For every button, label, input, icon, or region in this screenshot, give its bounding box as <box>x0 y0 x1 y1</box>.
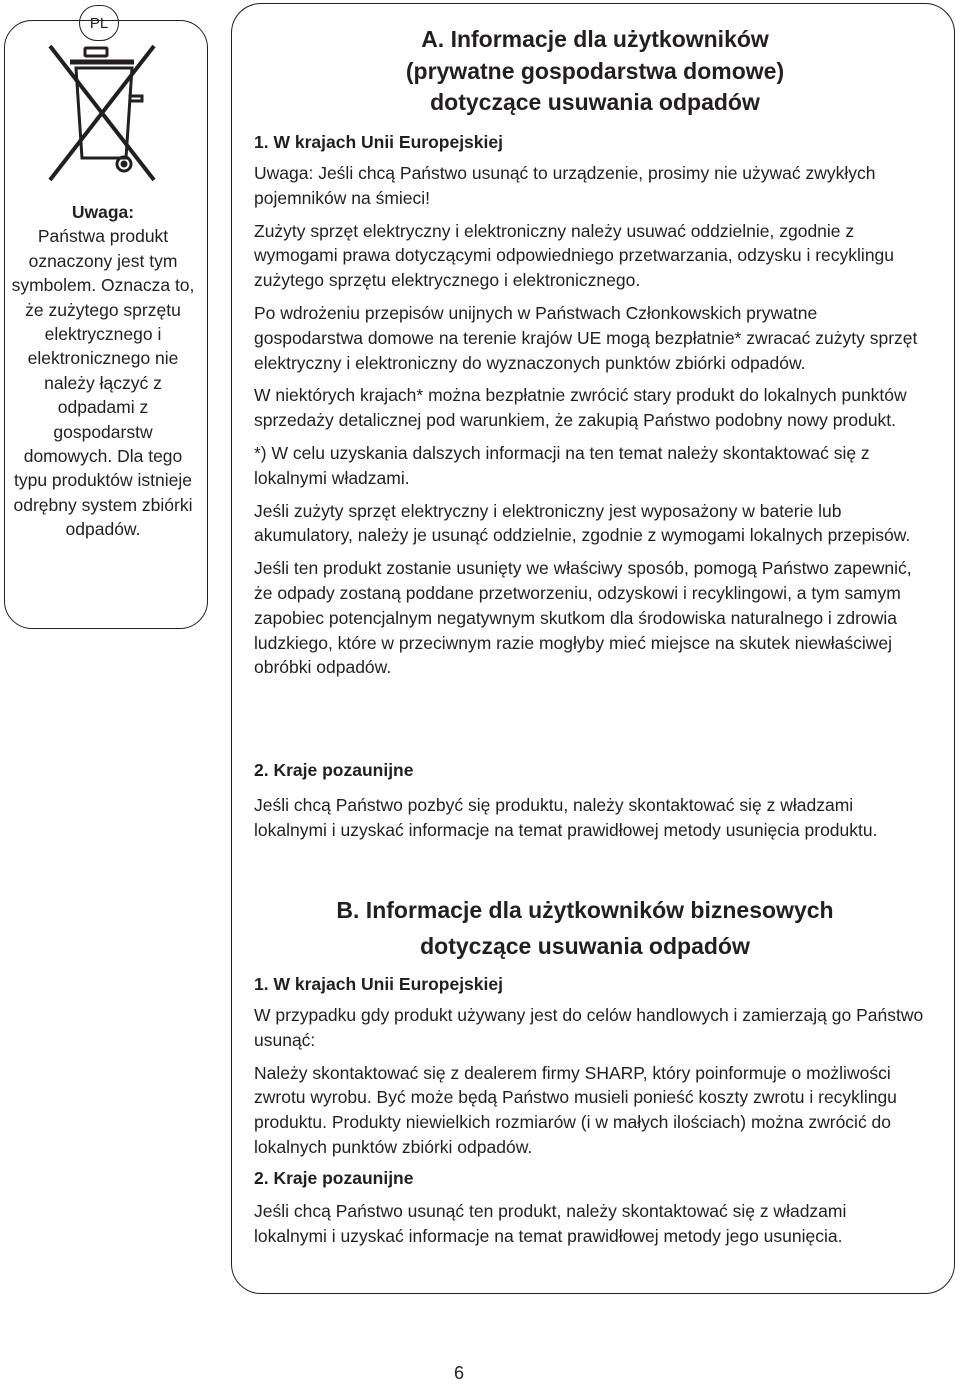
paragraph: Należy skontaktować się z dealerem firmy SHARP, który poinformuje o możliwości zwrotu wyrobu. Być może będą Państwo musieli ponieść koszty zwrotu i recyklingu produktu. Produkty niewielkich rozmiarów (i w małych ilościach) można zwrócić do lokalnych punktów zbiórki odpadów. <box>254 1062 897 1157</box>
paragraph: Jeśli zużyty sprzęt elektryczny i elektroniczny jest wyposażony w baterie lub akumulatory, należy je usunąć oddzielnie, zgodnie z wymogami lokalnych przepisów. <box>254 500 911 546</box>
section-a-non-eu-heading: 2. Kraje pozaunijne <box>254 760 414 780</box>
language-badge: PL <box>79 5 119 41</box>
section-b-non-eu-heading: 2. Kraje pozaunijne <box>254 1168 414 1188</box>
section-a-non-eu-body <box>254 793 924 851</box>
section-b-non-eu-body <box>254 1199 924 1257</box>
paragraph: Jeśli chcą Państwo pozbyć się produktu, należy skontaktować się z władzami lokalnymi i uzyskać informacje na temat prawidłowej metody usunięcia produktu. <box>254 795 878 840</box>
section-b-eu-body <box>254 1003 924 1168</box>
paragraph: Po wdrożeniu przepisów unijnych w Państwach Członkowskich prywatne gospodarstwa domowe na terenie krajów UE mogą bezpłatnie* zwracać zużyty sprzęt elektryczny i elektroniczny do wyznaczonych punktów zbiórki odpadów. <box>254 302 918 373</box>
weee-notice-body: Państwa produkt oznaczony jest tym symbolem. Oznacza to, że zużytego sprzętu elektrycznego i elektronicznego nie należy łączyć z odpadami z gospodarstw domowych. Dla tego typu produktów istnieje odrębny system zbiórki odpadów. <box>11 226 195 540</box>
paragraph: Jeśli ten produkt zostanie usunięty we właściwy sposób, pomogą Państwo zapewnić, że odpady zostaną poddane przetworzeniu, odzyskowi i recyklingowi, a tym samym zapobiec potencjalnym negatywnym skutkom dla środowiska naturalnego i zdrowia ludzkiego, które w przeciwnym razie mogłyby mieć miejsce na skutek niewłaściwej obróbki odpadów. <box>254 558 912 678</box>
paragraph: Uwaga: Jeśli chcą Państwo usunąć to urządzenie, prosimy nie używać zwykłych pojemników na śmieci! <box>254 163 876 208</box>
section-a-eu-body <box>254 161 924 688</box>
section-a-title-line1: A. Informacje dla użytkowników <box>421 26 769 52</box>
crossed-out-wheelie-bin-icon <box>42 40 162 190</box>
section-a-eu-heading: 1. W krajach Unii Europejskiej <box>254 132 503 152</box>
section-b-title-line1: B. Informacje dla użytkowników biznesowych <box>336 897 834 923</box>
paragraph: W przypadku gdy produkt używany jest do celów handlowych i zamierzają go Państwo usunąć: <box>254 1005 924 1050</box>
section-b-title-line2: dotyczące usuwania odpadów <box>420 933 750 959</box>
paragraph: Jeśli chcą Państwo usunąć ten produkt, należy skontaktować się z władzami lokalnymi i uzyskać informacje na temat prawidłowej metody jego usunięcia. <box>254 1201 847 1246</box>
section-b-eu-heading: 1. W krajach Unii Europejskiej <box>254 974 503 994</box>
section-a-title-line3: dotyczące usuwania odpadów <box>430 89 760 115</box>
paragraph: *) W celu uzyskania dalszych informacji na ten temat należy skontaktować się z lokalnymi władzami. <box>254 442 870 488</box>
weee-notice-text <box>8 200 198 542</box>
paragraph: W niektórych krajach* można bezpłatnie zwrócić stary produkt do lokalnych punktów sprzedaży detalicznej pod warunkiem, że zakupią Państwo podobny nowy produkt. <box>254 385 907 431</box>
weee-notice-title: Uwaga: <box>71 202 135 222</box>
section-a-title <box>340 24 850 119</box>
page-number: 6 <box>454 1363 465 1383</box>
section-b-title <box>250 892 920 964</box>
section-a-title-line2: (prywatne gospodarstwa domowe) <box>405 57 785 84</box>
paragraph: Zużyty sprzęt elektryczny i elektroniczny należy usuwać oddzielnie, zgodnie z wymogami prawa dotyczącymi odpowiedniego przetwarzania, odzysku i recyklingu zużytego sprzętu elektrycznego i elektronicznego. <box>254 220 895 291</box>
